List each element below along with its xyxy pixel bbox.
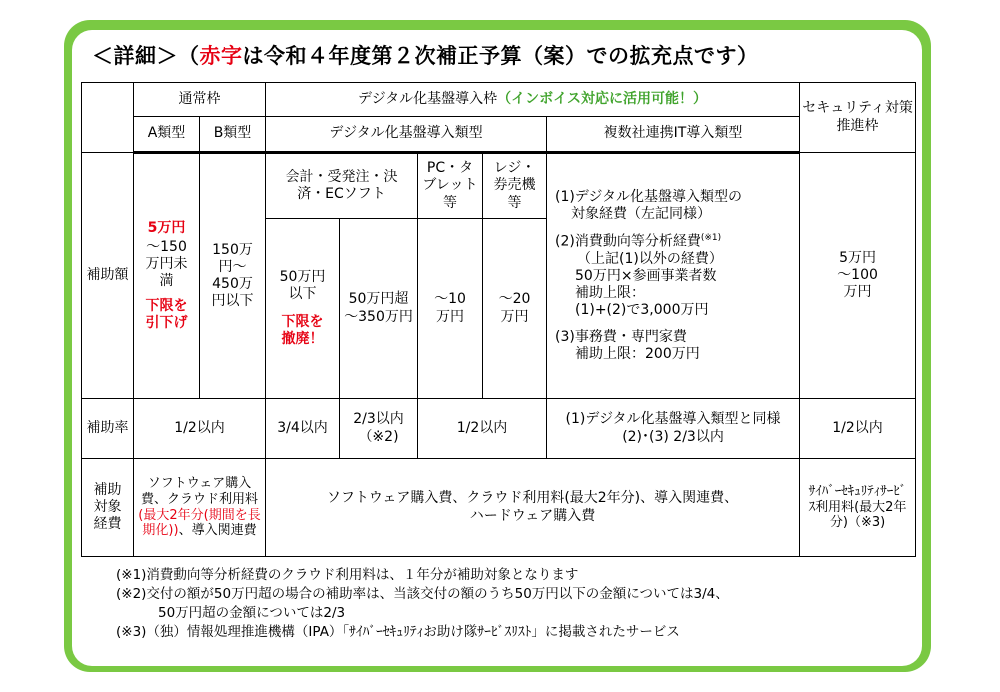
amount-accounting-2: 50万円超～350万円 <box>340 219 418 399</box>
multi-line-3 <box>555 233 799 251</box>
expense-security: ｻｲﾊﾞｰｾｷｭﾘﾃｨｻｰﾋﾞｽ利用料(最大2年分)（※3) <box>800 459 916 557</box>
amount-a-note: 下限を引下げ <box>145 298 188 332</box>
multi-line-9: 補助上限：200万円 <box>575 346 700 363</box>
header-digital-type: デジタル化基盤導入類型 <box>266 117 547 153</box>
amount-acc1-note: 下限を撤廃！ <box>281 313 324 347</box>
rate-multi-line-1: (1)デジタル化基盤導入類型と同様 <box>565 411 781 428</box>
multi-line-5: 50万円×参画事業者数 <box>575 267 717 284</box>
expense-digital-1: ソフトウェア購入費、クラウド利用料(最大2年分)、導入関連費、 <box>326 490 739 507</box>
amount-multi-type <box>547 153 800 399</box>
title-red-text: 赤字 <box>199 44 243 68</box>
title-prefix: ＜詳細＞（ <box>92 44 200 68</box>
rate-accounting-2 <box>340 399 418 459</box>
multi-line-6: 補助上限： <box>575 284 645 301</box>
multi-line-2: 対象経費（左記同様） <box>571 205 711 222</box>
footnote-2-cont: 50万円超の金額については2/3 <box>158 605 346 621</box>
header-accounting: 会計・受発注・決済・ECソフト <box>266 153 418 219</box>
expense-label: 補助対象経費 <box>82 459 134 557</box>
title-suffix: は令和４年度第２次補正予算（案）での拡充点です） <box>242 44 759 68</box>
amount-security: 5万円～100万円 <box>800 153 916 399</box>
expense-normal-2: 、導入関連費 <box>178 523 257 539</box>
multi-line-3-text: (2)消費動向等分析経費 <box>555 233 701 250</box>
amount-register: ～20万円 <box>483 219 547 399</box>
header-pc: PC・タブレット等 <box>418 153 483 219</box>
expense-digital-2: ハードウェア購入費 <box>469 507 596 524</box>
header-register: レジ・券売機等 <box>483 153 547 219</box>
multi-line-4: （上記(1)以外の経費） <box>577 250 723 267</box>
header-digital-note: （インボイス対応に活用可能！） <box>497 90 708 107</box>
footnote-2: (※2)交付の額が50万円超の場合の補助率は、当該交付の額のうち50万円以下の金額については3/4、 <box>116 586 729 602</box>
rate-acc2-note: （※2) <box>358 428 399 445</box>
header-normal: 通常枠 <box>134 83 266 117</box>
rate-security: 1/2以内 <box>800 399 916 459</box>
header-b-type: B類型 <box>200 117 266 153</box>
rate-normal: 1/2以内 <box>134 399 266 459</box>
rate-multi <box>547 399 800 459</box>
amount-label: 補助額 <box>82 153 134 399</box>
footnote-1: (※1)消費動向等分析経費のクラウド利用料は、１年分が補助対象となります <box>116 567 579 583</box>
multi-line-3-sup: (※1) <box>700 232 722 243</box>
expense-normal-1: ソフトウェア購入費、クラウド利用料 <box>140 475 258 507</box>
subsidy-table <box>81 82 916 557</box>
multi-line-7: (1)+(2)で3,000万円 <box>575 301 709 318</box>
rate-accounting-1: 3/4以内 <box>266 399 340 459</box>
header-digital-label: デジタル化基盤導入枠 <box>358 90 498 107</box>
rate-pc-register: 1/2以内 <box>418 399 547 459</box>
amount-acc1-value: 50万円以下 <box>279 269 326 303</box>
header-security: セキュリティ対策推進枠 <box>800 83 916 153</box>
rate-label: 補助率 <box>82 399 134 459</box>
amount-accounting-1 <box>266 219 340 399</box>
amount-a-type <box>134 153 200 399</box>
amount-b-type: 150万円～450万円以下 <box>200 153 266 399</box>
header-a-type: A類型 <box>134 117 200 153</box>
expense-digital <box>266 459 800 557</box>
multi-line-1: (1)デジタル化基盤導入類型の <box>555 188 742 205</box>
amount-pc: ～10万円 <box>418 219 483 399</box>
rate-multi-line-2: (2)･(3) 2/3以内 <box>622 428 724 445</box>
expense-normal <box>134 459 266 557</box>
multi-line-8: (3)事務費・専門家費 <box>555 329 687 346</box>
footnotes <box>116 566 729 642</box>
rate-acc2-value: 2/3以内 <box>353 411 404 428</box>
amount-a-range: ～150万円未満 <box>145 238 188 289</box>
corner-cell <box>82 83 134 153</box>
expense-normal-red: (最大2年分(期間を長期化)) <box>138 507 261 539</box>
header-digital <box>266 83 800 117</box>
footnote-3: (※3)（独）情報処理推進機構（IPA）「ｻｲﾊﾞｰｾｷｭﾘﾃｨお助け隊ｻｰﾋﾞｽﾘｽﾄ」に掲載されたサービス <box>116 624 680 640</box>
amount-a-red: 5万円 <box>147 219 186 236</box>
page-title <box>92 40 759 70</box>
header-multi-type: 複数社連携IT導入類型 <box>547 117 800 153</box>
